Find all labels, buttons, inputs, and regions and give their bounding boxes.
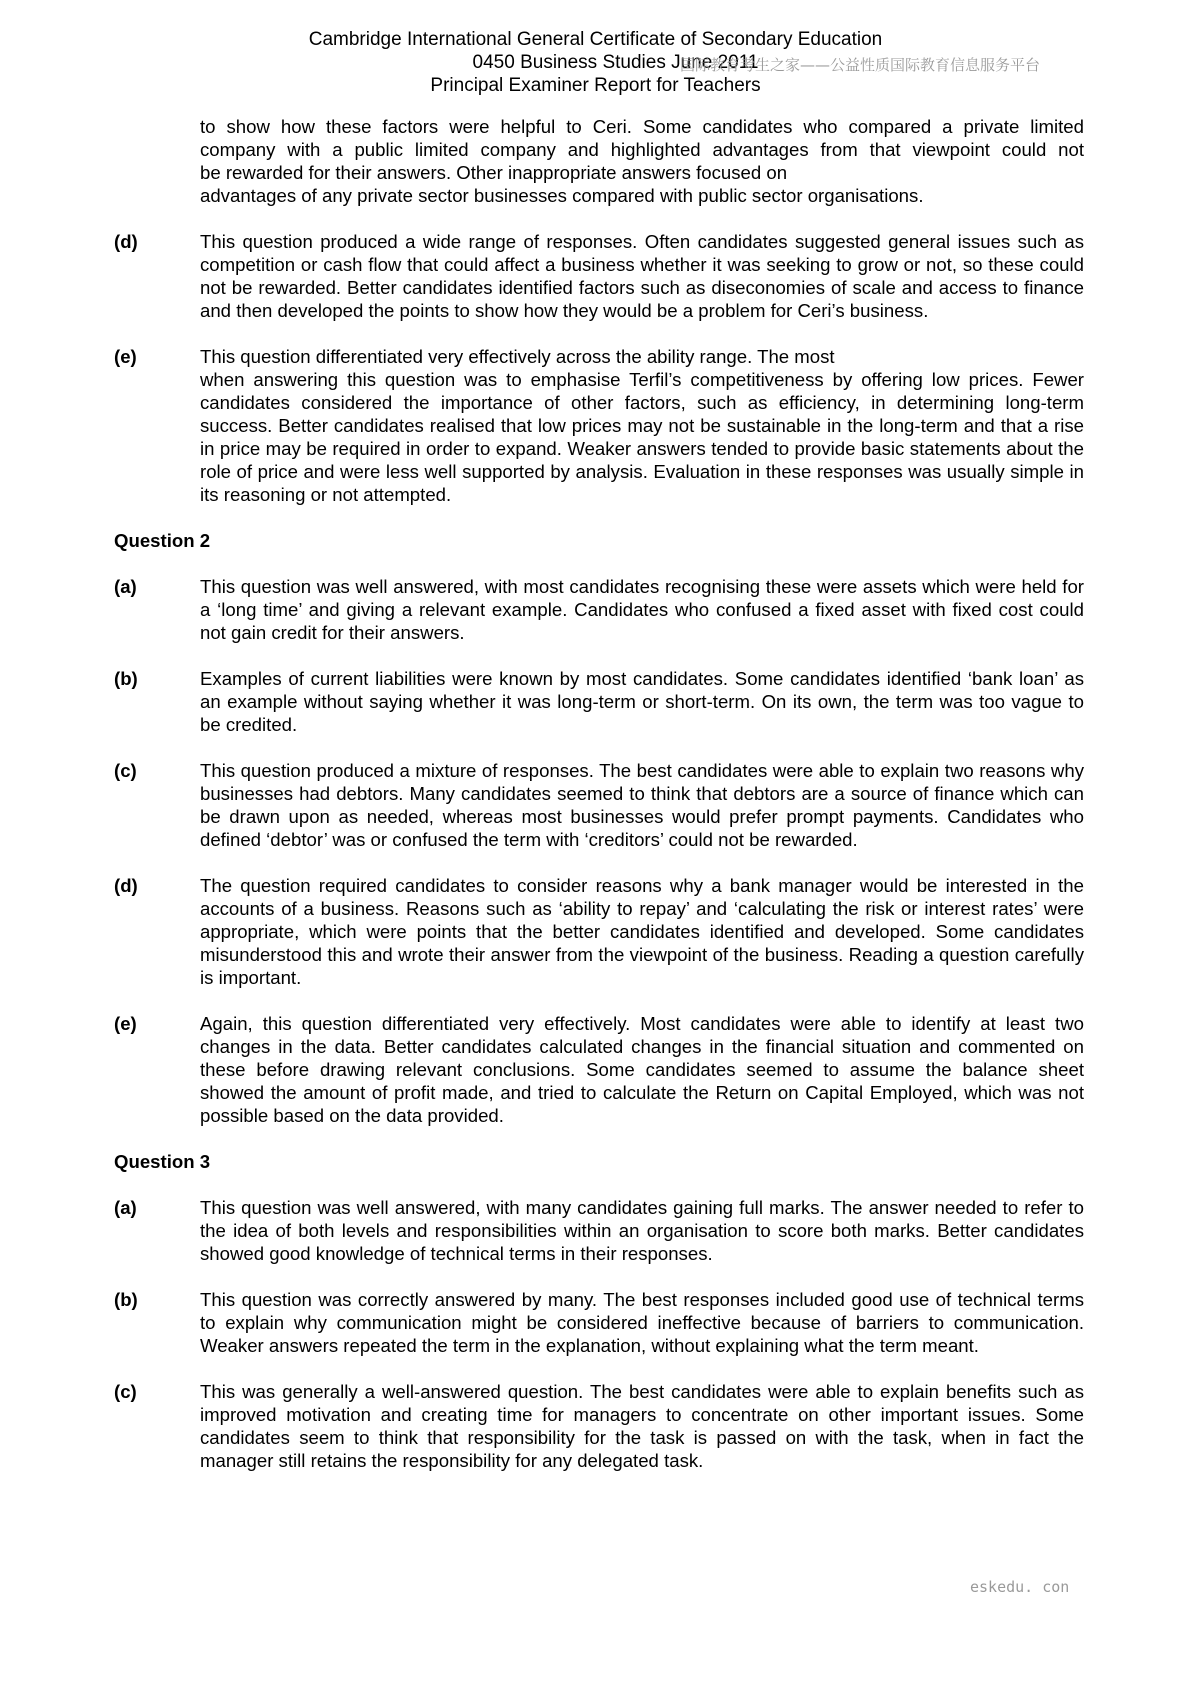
part-label: (a) xyxy=(114,576,137,597)
question-2-heading: Question 2 xyxy=(114,530,211,551)
q3-part-c xyxy=(114,1380,1084,1472)
report-body xyxy=(114,115,1084,1495)
intro-line-4: advantages of any private sector businesses compared with public sector organisations. xyxy=(200,185,924,206)
footer-watermark: eskedu. con xyxy=(970,1578,1070,1596)
part-label: (d) xyxy=(114,875,138,896)
part-text: The question required candidates to consider reasons why a bank manager would be interested in the accounts of a business. Reasons such as ‘ability to repay’ and ‘calculating the risk or interest rates’ were appropriate, which were points that the better candidates identified and developed. Some candidates misunderstood this and wrote their answer from the viewpoint of the business. Reading a question carefully is important. xyxy=(200,875,1084,988)
part-text: Again, this question differentiated very effectively. Most candidates were able to identify at least two changes in the data. Better candidates calculated changes in the financial situation and commented on these before drawing relevant conclusions. Some candidates seemed to assume the balance sheet showed the amount of profit made, and tried to calculate the Return on Capital Employed, which was not possible based on the data provided. xyxy=(200,1013,1084,1126)
part-label: (c) xyxy=(114,1381,137,1402)
intro-line-1: to show how these factors were helpful to Ceri. Some candidates who compared a private limited xyxy=(200,116,1084,137)
q2-part-b xyxy=(114,667,1084,736)
part-text: This question produced a wide range of responses. Often candidates suggested general issues such as competition or cash flow that could affect a business whether it was seeking to grow or not, so these could not be rewarded. Better candidates identified factors such as diseconomies of scale and access to finance and then developed the points to show how they would be a problem for Ceri’s business. xyxy=(200,231,1084,321)
question-3-heading: Question 3 xyxy=(114,1151,211,1172)
q3-part-b xyxy=(114,1288,1084,1357)
part-text: This question produced a mixture of responses. The best candidates were able to explain two reasons why businesses had debtors. Many candidates seemed to think that debtors are a source of finance which can be drawn upon as needed, whereas most businesses would prefer prompt payments. Candidates who defined ‘debtor’ was or confused the term with ‘creditors’ could not be rewarded. xyxy=(200,760,1084,850)
part-label: (c) xyxy=(114,760,137,781)
part-text: Examples of current liabilities were known by most candidates. Some candidates identified ‘bank loan’ as an example without saying whether it was long-term or short-term. On its own, the term was too vague to be credited. xyxy=(200,668,1084,735)
intro-line-2: company with a public limited company and highlighted advantages from that viewpoint could not xyxy=(200,139,1084,160)
watermark: 国际教育考生之家——公益性质国际教育信息服务平台 xyxy=(680,56,1041,74)
part-label: (b) xyxy=(114,668,138,689)
part-label: (b) xyxy=(114,1289,138,1310)
part-text: This question was correctly answered by many. The best responses included good use of technical terms to explain why communication might be considered ineffective because of barriers to communication. Weaker answers repeated the term in the explanation, without explaining what the term meant. xyxy=(200,1289,1084,1356)
part-label: (e) xyxy=(114,1013,137,1034)
header-line-2: 0450 Business Studies June 2011 xyxy=(472,52,759,73)
part-text: This was generally a well-answered question. The best candidates were able to explain benefits such as improved motivation and creating time for managers to concentrate on other important issues. Some candidates seem to think that responsibility for the task is passed on with the task, when in fact the manager still retains the responsibility for any delegated task. xyxy=(200,1381,1084,1471)
q2-part-c xyxy=(114,759,1084,851)
q1-part-d xyxy=(114,230,1084,322)
part-text: This question was well answered, with many candidates gaining full marks. The answer needed to refer to the idea of both levels and responsibilities within an organisation to score both marks. Better candidates showed good knowledge of technical terms in their responses. xyxy=(200,1197,1084,1264)
part-label: (a) xyxy=(114,1197,137,1218)
q2-part-d xyxy=(114,874,1084,989)
part-label: (d) xyxy=(114,231,138,252)
q2-part-a xyxy=(114,575,1084,644)
header-line-3: Principal Examiner Report for Teachers xyxy=(430,75,761,96)
q3-part-a xyxy=(114,1196,1084,1265)
intro-line-3: be rewarded for their answers. Other inappropriate answers focused on xyxy=(200,162,788,183)
q1-part-e xyxy=(114,345,1084,506)
part-text: This question was well answered, with most candidates recognising these were assets which were held for a ‘long time’ and giving a relevant example. Candidates who confused a fixed asset with fixed cost could not gain credit for their answers. xyxy=(200,576,1084,643)
header-line-1: Cambridge International General Certificate of Secondary Education xyxy=(308,29,883,50)
part-first-line: This question differentiated very effectively across the ability range. The most xyxy=(200,346,835,367)
part-text: when answering this question was to emphasise Terfil’s competitiveness by offering low prices. Fewer candidates considered the importance of other factors, such as efficiency, in determining long-term success. Better candidates realised that low prices may not be sustainable in the long-term and that a rise in price may be required in order to expand. Weaker answers tended to provide basic statements about the role of price and were less well supported by analysis. Evaluation in these responses was usually simple in its reasoning or not attempted. xyxy=(200,369,1084,505)
q2-part-e xyxy=(114,1012,1084,1127)
intro-paragraph xyxy=(114,115,1084,207)
part-label: (e) xyxy=(114,346,137,367)
